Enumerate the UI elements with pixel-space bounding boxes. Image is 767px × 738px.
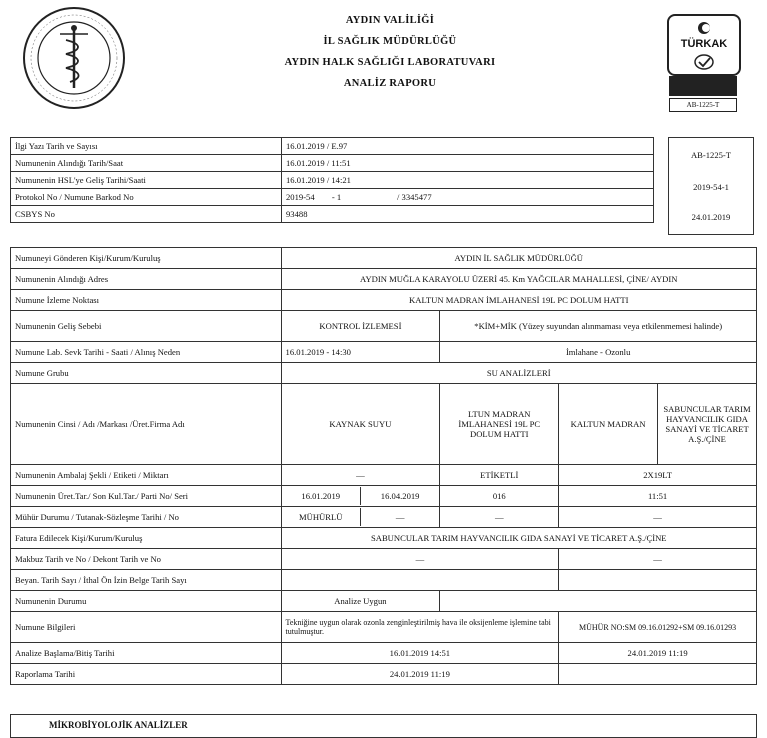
- row-value: KALTUN MADRAN: [559, 384, 658, 465]
- row-value: 16.01.2019 / 14:21: [282, 172, 654, 189]
- table-row: [11, 363, 757, 384]
- row-value: —: [559, 549, 757, 570]
- row-value: 93488: [282, 206, 654, 223]
- report-reference-box: [668, 137, 754, 235]
- row-value-empty: [559, 664, 757, 685]
- row-value-empty: [440, 591, 757, 612]
- expiry-date: 16.04.2019: [380, 491, 420, 501]
- table-row: [11, 486, 757, 507]
- title-line-1: AYDIN VALİLİĞİ: [345, 15, 435, 26]
- seal-status: MÜHÜRLÜ: [282, 508, 361, 526]
- row-label: Numune İzleme Noktası: [11, 290, 282, 311]
- table-row: [11, 290, 757, 311]
- report-number: 2019-54-1: [693, 182, 729, 192]
- table-row: [11, 465, 757, 486]
- table-row: [11, 269, 757, 290]
- table-row: [11, 664, 757, 685]
- table-row: [11, 189, 654, 206]
- row-value: ETİKETLİ: [440, 465, 559, 486]
- section-title: MİKROBİYOLOJİK ANALİZLER: [49, 720, 188, 730]
- report-header: [0, 0, 767, 130]
- row-label: Beyan. Tarih Sayı / İthal Ön İzin Belge Tarih Sayı: [11, 570, 282, 591]
- row-value: İmlahane - Ozonlu: [440, 342, 757, 363]
- row-value: [281, 570, 559, 591]
- row-label: Numuneyi Gönderen Kişi/Kurum/Kuruluş: [11, 248, 282, 269]
- turkak-code: AB-1225-T: [669, 98, 737, 112]
- row-value: SABUNCULAR TARIM HAYVANCILIK GIDA SANAYİ VE TİCARET A.Ş./ÇİNE: [658, 384, 757, 465]
- request-info-table: [10, 137, 654, 223]
- row-value: Tekniğine uygun olarak ozonla zenginleştirilmiş hava ile oksijenleme işlemine tabi tutulmuştur.: [281, 612, 559, 643]
- row-label: Numune Bilgileri: [11, 612, 282, 643]
- row-value: —: [281, 465, 440, 486]
- table-row: [11, 138, 654, 155]
- row-value: —: [559, 507, 757, 528]
- title-line-3: AYDIN HALK SAĞLIĞI LABORATUVARI: [284, 57, 496, 68]
- title-line-2: İL SAĞLIK MÜDÜRLÜĞÜ: [323, 36, 457, 47]
- protocol-date: —: [395, 512, 405, 522]
- row-value: LTUN MADRAN İMLAHANESİ 19L PC DOLUM HATTI: [440, 384, 559, 465]
- row-value: 16.01.2019 - 14:30: [281, 342, 440, 363]
- table-row: [11, 612, 757, 643]
- turkak-box: [667, 14, 741, 76]
- serial-no: 11:51: [559, 486, 757, 507]
- row-value: 16.01.2019 14:51: [281, 643, 559, 664]
- table-row: [11, 570, 757, 591]
- row-value: KONTROL İZLEMESİ: [281, 311, 440, 342]
- turkak-band: [669, 76, 737, 96]
- row-label: Numunenin Cinsi / Adı /Markası /Üret.Firma Adı: [11, 384, 282, 465]
- row-label: Numune Lab. Sevk Tarihi - Saati / Alınış Neden: [11, 342, 282, 363]
- table-row: [11, 206, 654, 223]
- row-value: *KİM+MİK (Yüzey suyundan alınmaması veya etkilenmemesi halinde): [440, 311, 757, 342]
- table-row: [11, 528, 757, 549]
- row-label: Numune Grubu: [11, 363, 282, 384]
- title-line-4: ANALİZ RAPORU: [343, 78, 437, 89]
- row-value: SABUNCULAR TARIM HAYVANCILIK GIDA SANAYİ VE TİCARET A.Ş./ÇİNE: [281, 528, 756, 549]
- turkak-logo-text: TÜRKAK: [680, 38, 728, 50]
- row-value: 24.01.2019 11:19: [559, 643, 757, 664]
- turkak-emblem-icon: [669, 18, 739, 38]
- row-value: Analize Uygun: [281, 591, 440, 612]
- row-value: MÜHÜR NO:SM 09.16.01292+SM 09.16.01293: [559, 612, 757, 643]
- row-label: İlgi Yazı Tarih ve Sayısı: [11, 138, 282, 155]
- table-row: [11, 384, 757, 465]
- production-date: 16.01.2019: [282, 487, 361, 505]
- row-value: AYDIN MUĞLA KARAYOLU ÜZERİ 45. Km YAĞCILAR MAHALLESİ, ÇİNE/ AYDIN: [281, 269, 756, 290]
- row-value-split: [281, 486, 440, 507]
- table-row: [11, 248, 757, 269]
- row-value: 2X19LT: [559, 465, 757, 486]
- row-label: Mühür Durumu / Tutanak-Sözleşme Tarihi / No: [11, 507, 282, 528]
- table-row: [11, 591, 757, 612]
- row-value: KALTUN MADRAN İMLAHANESİ 19L PC DOLUM HATTI: [281, 290, 756, 311]
- row-label: Analize Başlama/Bitiş Tarihi: [11, 643, 282, 664]
- row-label: Numunenin HSL'ye Geliş Tarihi/Saati: [11, 172, 282, 189]
- table-row: [11, 155, 654, 172]
- row-label: Numunenin Alındığı Tarih/Saat: [11, 155, 282, 172]
- report-title-block: [190, 10, 590, 94]
- row-label: Raporlama Tarihi: [11, 664, 282, 685]
- row-label: Numunenin Üret.Tar./ Son Kul.Tar./ Parti No/ Seri: [11, 486, 282, 507]
- report-date: 24.01.2019: [691, 212, 731, 222]
- row-value: [559, 570, 757, 591]
- batch-no: 016: [440, 486, 559, 507]
- row-value-split: [281, 507, 440, 528]
- row-label: Numunenin Geliş Sebebi: [11, 311, 282, 342]
- row-value: AYDIN İL SAĞLIK MÜDÜRLÜĞÜ: [281, 248, 756, 269]
- ministry-seal-logo: [22, 6, 126, 110]
- microbiology-section-header: [10, 714, 757, 738]
- row-label: CSBYS No: [11, 206, 282, 223]
- row-value: 16.01.2019 / 11:51: [282, 155, 654, 172]
- turkak-accreditation-logo: [667, 14, 739, 124]
- table-row: [11, 549, 757, 570]
- table-row: [11, 172, 654, 189]
- row-value: —: [281, 549, 559, 570]
- row-label: Numunenin Ambalaj Şekli / Etiketi / Miktarı: [11, 465, 282, 486]
- table-row: [11, 342, 757, 363]
- accreditation-code: AB-1225-T: [690, 150, 732, 160]
- row-label: Fatura Edilecek Kişi/Kurum/Kuruluş: [11, 528, 282, 549]
- row-value: 2019-54 - 1 / 3345477: [282, 189, 654, 206]
- row-label: Makbuz Tarih ve No / Dekont Tarih ve No: [11, 549, 282, 570]
- row-label: Numunenin Alındığı Adres: [11, 269, 282, 290]
- row-value: SU ANALİZLERİ: [281, 363, 756, 384]
- sample-details-table: [10, 247, 757, 685]
- row-value: —: [440, 507, 559, 528]
- table-row: [11, 643, 757, 664]
- row-value: 16.01.2019 / E.97: [282, 138, 654, 155]
- table-row: [11, 507, 757, 528]
- row-label: Protokol No / Numune Barkod No: [11, 189, 282, 206]
- table-row: [11, 311, 757, 342]
- row-value: 24.01.2019 11:19: [281, 664, 559, 685]
- checkmark-icon: [669, 52, 739, 72]
- row-label: Numunenin Durumu: [11, 591, 282, 612]
- row-value: KAYNAK SUYU: [281, 384, 440, 465]
